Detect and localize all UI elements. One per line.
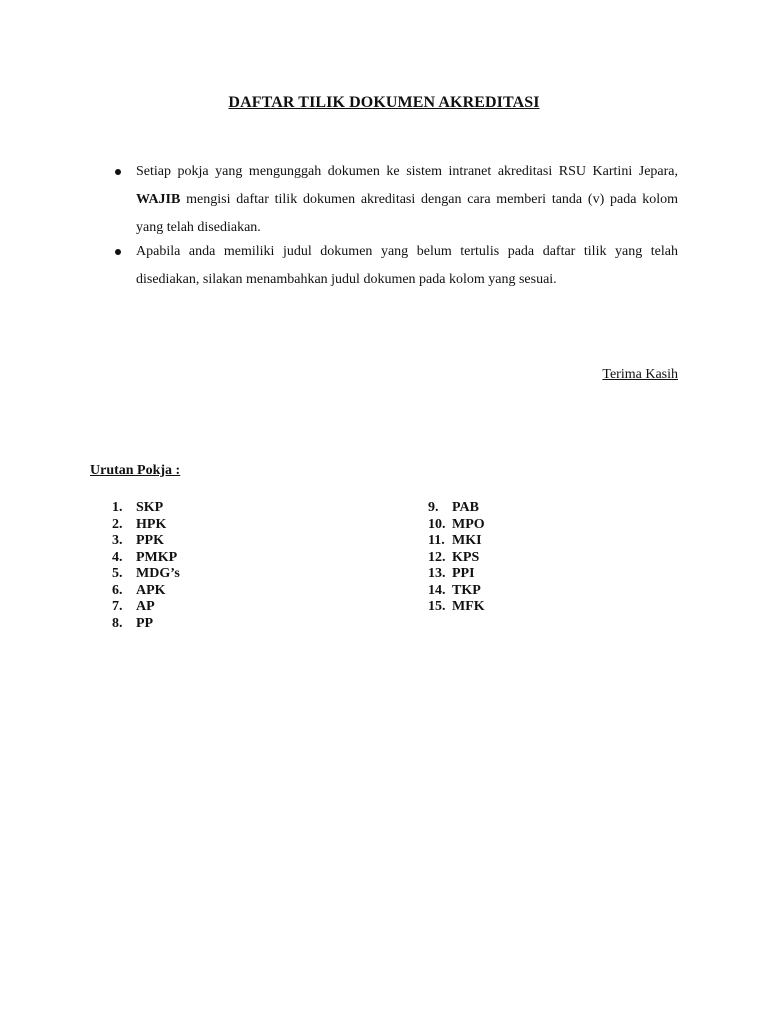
list-item: 12. KPS xyxy=(428,549,480,565)
instruction-1-text-end: mengisi daftar tilik dokumen akreditasi dengan cara memberi tanda (v) pada kolom yang telah disediakan. xyxy=(136,192,678,235)
instruction-item-1 xyxy=(112,158,678,242)
bullet-icon xyxy=(115,249,121,255)
pokja-list-left xyxy=(112,500,180,632)
list-item: 6. APK xyxy=(112,582,166,598)
list-item: 10. MPO xyxy=(428,516,485,532)
list-item: 4. PMKP xyxy=(112,549,178,565)
document-title: DAFTAR TILIK DOKUMEN AKREDITASI xyxy=(228,94,540,111)
instruction-1-text-start: Setiap pokja yang mengunggah dokumen ke sistem intranet akreditasi RSU Kartini Jepara, xyxy=(136,164,678,179)
list-item: 3. PPK xyxy=(112,533,164,548)
list-item: 8. PP xyxy=(112,615,154,631)
instruction-2-text: Apabila anda memiliki judul dokumen yang belum tertulis pada daftar tilik yang telah disediakan, silakan menambahkan judul dokumen pada kolom yang sesuai. xyxy=(136,244,678,287)
list-item: 15. MFK xyxy=(428,599,485,614)
list-item: 9. PAB xyxy=(428,500,479,515)
instruction-1-emphasis: WAJIB xyxy=(136,192,181,207)
list-item: 7. AP xyxy=(112,599,155,614)
list-item: 2. HPK xyxy=(112,516,167,532)
bullet-icon xyxy=(115,169,121,175)
closing-thanks: Terima Kasih xyxy=(602,367,678,382)
list-item: 11. MKI xyxy=(428,533,482,548)
list-item: 14. TKP xyxy=(428,582,481,598)
pokja-section-label: Urutan Pokja : xyxy=(90,463,181,478)
list-item: 1. SKP xyxy=(112,500,164,515)
instruction-item-2 xyxy=(112,238,678,294)
list-item: 13. PPI xyxy=(428,566,475,581)
pokja-list-right xyxy=(428,500,485,616)
list-item: 5. MDG’s xyxy=(112,566,180,581)
instruction-list xyxy=(112,158,678,290)
